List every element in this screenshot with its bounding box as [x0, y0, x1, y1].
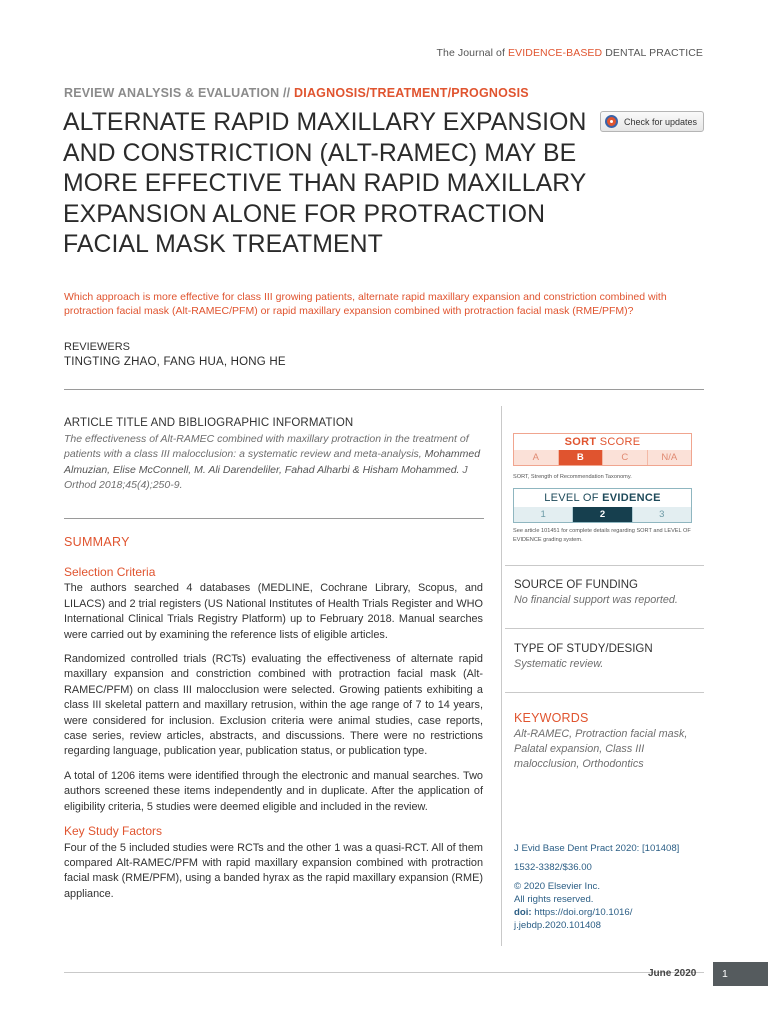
sort-score-heading — [514, 434, 691, 450]
journal-accent: EVIDENCE-BASED — [508, 47, 603, 59]
study-type-block — [514, 643, 704, 672]
evidence-level-1: 1 — [514, 507, 572, 522]
keywords-text: Alt-RAMEC, Protraction facial mask, Palatal expansion, Class III malocclusion, Orthodontics — [514, 728, 688, 771]
clinical-question: Which approach is more effective for class III growing patients, alternate rapid maxillary expansion and constriction combined with protraction facial mask (Alt-RAMEC/PFM) or rapid maxillary expansion combined with protraction facial mask (RME/PFM)? — [64, 291, 667, 318]
article-info-label: ARTICLE TITLE AND BIBLIOGRAPHIC INFORMATION — [64, 417, 354, 429]
page-number: 1 — [713, 962, 768, 986]
divider-left — [64, 518, 484, 519]
level-of-evidence-box — [513, 488, 692, 523]
doi-line[interactable] — [514, 906, 704, 932]
column-divider — [501, 406, 502, 946]
evidence-label-a: LEVEL OF — [544, 492, 603, 504]
summary-heading: SUMMARY — [64, 535, 130, 549]
key-study-factors-heading: Key Study Factors — [64, 824, 163, 839]
journal-name — [436, 47, 703, 59]
sort-grades — [514, 450, 691, 465]
article-citation — [64, 432, 489, 494]
paragraph: Four of the 5 included studies were RCTs and the other 1 was a quasi-RCT. All of them compared Alt-RAMEC/PFM with rapid maxillary expansion combined with protraction facial mask (RME/PFM), using a banded hyrax as the rapid maxillary expansion (RME) appliance. — [64, 841, 483, 900]
paragraph: The authors searched 4 databases (MEDLINE, Cochrane Library, Scopus, and LILACS) and 2 trial registers (US National Institutes of Health Trials Register and WHO International Clinical Trials Registry Platform) up to February 2018. Manual searches were carried out by examining the reference lists of eligible articles. — [64, 582, 483, 641]
copyright: © 2020 Elsevier Inc. — [514, 881, 600, 892]
side-divider — [505, 565, 704, 566]
evidence-note: See article 101451 for complete details regarding SORT and LEVEL OF EVIDENCE grading system. — [513, 528, 691, 543]
keywords-block — [514, 711, 704, 773]
side-divider — [505, 692, 704, 693]
journal-prefix: The Journal of — [436, 47, 509, 59]
sort-grade-c: C — [602, 450, 647, 465]
citation-journal: J Orthod 2018;45(4);250-9. — [64, 463, 468, 492]
check-for-updates-button[interactable] — [600, 111, 704, 132]
doi-link[interactable]: https://doi.org/10.1016/ j.jebdp.2020.101408 — [514, 907, 633, 931]
article-main-title: ALTERNATE RAPID MAXILLARY EXPANSION AND CONSTRICTION (ALT-RAMEC) MAY BE MORE EFFECTIVE THAN RAPID MAXILLARY EXPANSION ALONE FOR PROTRACTION FACIAL MASK TREATMENT — [63, 109, 587, 258]
keywords-heading: KEYWORDS — [514, 711, 589, 725]
citation-title: The effectiveness of Alt-RAMEC combined with maxillary protraction in the treatment of patients with a class III malocclusion: a systematic review and meta-analysis, — [64, 433, 469, 461]
funding-block — [514, 579, 704, 608]
evidence-heading — [514, 489, 691, 507]
summary-body — [64, 565, 483, 911]
rights: All rights reserved. — [514, 894, 594, 905]
side-divider — [505, 628, 704, 629]
funding-text: No financial support was reported. — [514, 594, 678, 606]
footer-date: June 2020 — [648, 968, 697, 979]
issn: 1532-3382/$36.00 — [514, 862, 592, 873]
doi-label: doi: — [514, 907, 532, 918]
evidence-level-2: 2 — [572, 507, 631, 522]
paragraph: Randomized controlled trials (RCTs) evaluating the effectiveness of alternate rapid maxillary expansion and constriction combined with protraction facial mask (Alt-RAMEC/PFM) on class III malocclusion were selected. Growing patients exhibiting a class III skeletal pattern and maxillary retrusion, within the age range of 7 to 14 years, were considered for inclusion. Exclusion criteria were animal studies, case reports, case series, review articles, abstracts, and discussions. There were no restrictions regarding language, publication year, publication status, or publication type. — [64, 653, 483, 758]
sort-grade-b: B — [558, 450, 603, 465]
evidence-level-3: 3 — [632, 507, 691, 522]
sort-score-box — [513, 433, 692, 466]
funding-heading: SOURCE OF FUNDING — [514, 579, 638, 591]
score-label: SCORE — [596, 436, 641, 448]
reviewers-label: REVIEWERS — [64, 341, 131, 353]
journal-citation: J Evid Base Dent Pract 2020: [101408] — [514, 843, 680, 854]
study-type-heading: TYPE OF STUDY/DESIGN — [514, 643, 653, 655]
section-accent: DIAGNOSIS/TREATMENT/PROGNOSIS — [294, 86, 529, 100]
study-type-text: Systematic review. — [514, 658, 604, 670]
paragraph: A total of 1206 items were identified through the electronic and manual searches. Two authors screened these items independently and in duplicate. After the application of eligibility criteria, 5 studies were deemed eligible and included in the review. — [64, 769, 483, 813]
section-category — [64, 86, 529, 100]
sort-note: SORT, Strength of Recommendation Taxonomy. — [513, 474, 632, 480]
divider-top — [64, 389, 704, 390]
section-grey: REVIEW ANALYSIS & EVALUATION // — [64, 86, 295, 100]
selection-criteria-heading: Selection Criteria — [64, 565, 156, 579]
footer-divider — [64, 972, 704, 973]
journal-suffix: DENTAL PRACTICE — [602, 47, 703, 59]
check-updates-label: Check for updates — [624, 116, 698, 127]
sort-label: SORT — [564, 436, 597, 448]
publication-info — [514, 842, 704, 932]
evidence-label-b: EVIDENCE — [602, 492, 661, 504]
sort-grade-a: A — [514, 450, 558, 465]
sort-grade-na: N/A — [647, 450, 692, 465]
reviewers-names: TINGTING ZHAO, FANG HUA, HONG HE — [64, 356, 286, 368]
evidence-levels — [514, 507, 691, 522]
crossmark-icon — [605, 115, 618, 128]
citation-authors: Mohammed Almuzian, Elise McConnell, M. Ali Darendeliler, Fahad Alharbi & Hisham Mohammed. — [64, 448, 481, 476]
